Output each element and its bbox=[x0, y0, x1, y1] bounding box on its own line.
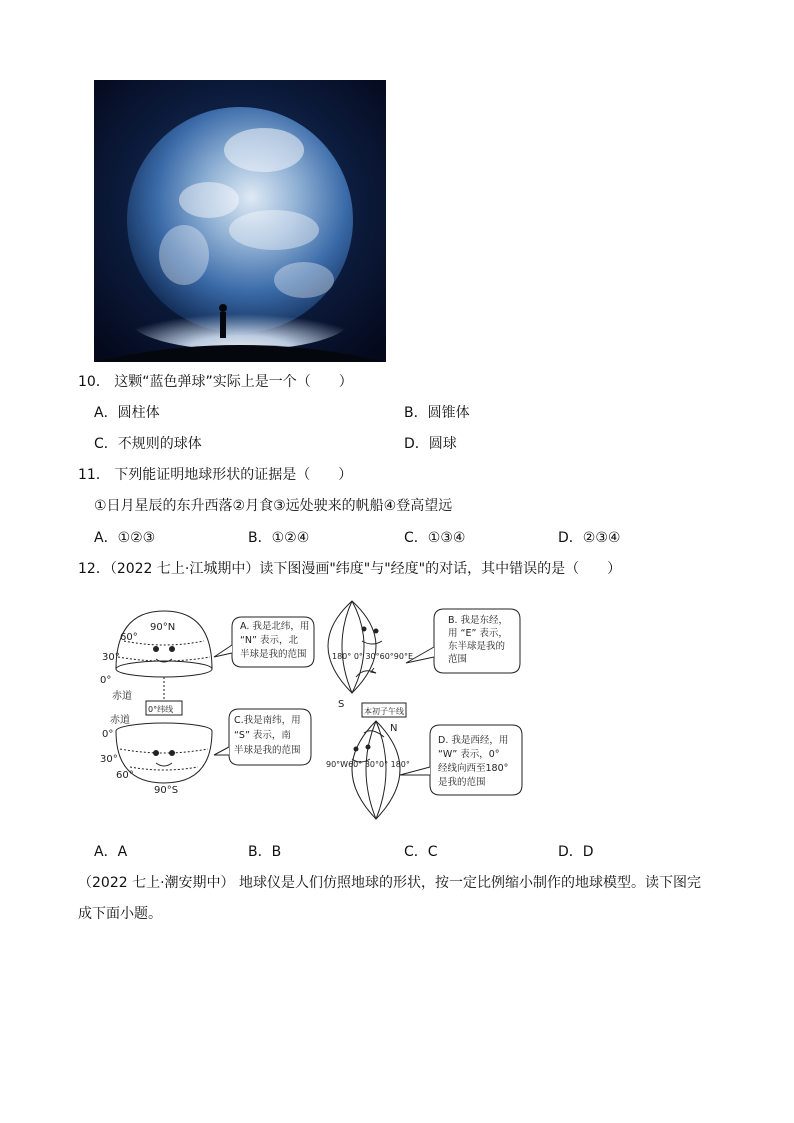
q11-option-c[interactable]: C．①③④ bbox=[404, 530, 466, 546]
q10-stem: 10． 这颗“蓝色弹球”实际上是一个（ ） bbox=[78, 374, 353, 390]
label-60-south: 60° bbox=[116, 770, 134, 781]
bubble-d-line4: 是我的范围 bbox=[438, 777, 486, 788]
label-0-north: 0° bbox=[100, 675, 112, 686]
prime-meridian-label: 本初子午线 bbox=[364, 707, 404, 716]
intro-line1: （2022 七上·潮安期中） 地球仪是人们仿照地球的形状，按一定比例缩小制作的地球模型。读下图完 bbox=[78, 875, 701, 891]
q12-option-a[interactable]: A．A bbox=[94, 844, 128, 860]
east-scale: 180° 0° 30°60°90°E bbox=[332, 652, 414, 661]
pole-n: N bbox=[390, 723, 398, 734]
latitude-longitude-comic bbox=[94, 597, 534, 832]
bubble-b-line1: B. 我是东经， bbox=[448, 615, 509, 626]
pole-s: S bbox=[338, 699, 345, 710]
label-0-south: 0° bbox=[102, 729, 114, 740]
east-hemisphere bbox=[328, 601, 382, 693]
bubble-b-line4: 范围 bbox=[448, 654, 468, 665]
q10-option-b[interactable]: B．圆锥体 bbox=[404, 405, 470, 421]
north-hemisphere bbox=[116, 611, 212, 677]
q12-option-b[interactable]: B．B bbox=[248, 844, 282, 860]
q12-option-c[interactable]: C．C bbox=[404, 844, 438, 860]
q12-option-d[interactable]: D．D bbox=[558, 844, 594, 860]
label-90n: 90°N bbox=[150, 622, 176, 633]
label-equator-line: 0°纬线 bbox=[148, 705, 174, 714]
label-equator-north: 赤道 bbox=[112, 691, 132, 702]
bubble-c-line2: “S” 表示，南 bbox=[234, 730, 291, 741]
q11-stem: 11． 下列能证明地球形状的证据是（ ） bbox=[78, 467, 353, 483]
label-90s: 90°S bbox=[154, 785, 179, 796]
q11-option-b[interactable]: B．①②④ bbox=[248, 530, 310, 546]
bubble-b-line3: 东半球是我的 bbox=[448, 641, 506, 652]
bubble-d-line1: D. 我是西经，用 bbox=[438, 735, 509, 746]
bubble-a-line3: 半球是我的范围 bbox=[240, 649, 307, 660]
q11-items: ①日月星辰的东升西落②月食③远处驶来的帆船④登高望远 bbox=[94, 498, 453, 514]
bubble-a-line2: “N” 表示，北 bbox=[240, 635, 298, 646]
q10-option-a[interactable]: A．圆柱体 bbox=[94, 405, 160, 421]
bubble-b-line2: 用 “E” 表示， bbox=[448, 628, 508, 639]
west-scale: 90°W60° 30°0° 180° bbox=[326, 760, 410, 769]
intro-line2: 成下面小题。 bbox=[78, 906, 162, 922]
q11-option-d[interactable]: D．②③④ bbox=[558, 530, 621, 546]
label-equator-south: 赤道 bbox=[110, 715, 130, 726]
label-30-north: 30° bbox=[102, 652, 120, 663]
q10-option-c[interactable]: C．不规则的球体 bbox=[94, 436, 202, 452]
west-hemisphere bbox=[352, 721, 400, 819]
q10-option-d[interactable]: D．圆球 bbox=[404, 436, 457, 452]
q12-stem: 12．（2022 七上·江城期中）读下图漫画"纬度"与"经度"的对话，其中错误的是（ ） bbox=[78, 561, 622, 577]
bubble-c-line3: 半球是我的范围 bbox=[234, 745, 301, 756]
bubble-a-line1: A. 我是北纬，用 bbox=[240, 621, 310, 632]
bubble-d-line3: 经线向西至180° bbox=[438, 763, 509, 774]
label-30-south: 30° bbox=[100, 754, 118, 765]
bubble-d-line2: “W” 表示，0° bbox=[438, 749, 500, 760]
q11-option-a[interactable]: A．①②③ bbox=[94, 530, 156, 546]
earth-photo bbox=[94, 80, 386, 362]
bubble-c-line1: C.我是南纬，用 bbox=[234, 715, 301, 726]
label-60-north: 60° bbox=[120, 632, 138, 643]
